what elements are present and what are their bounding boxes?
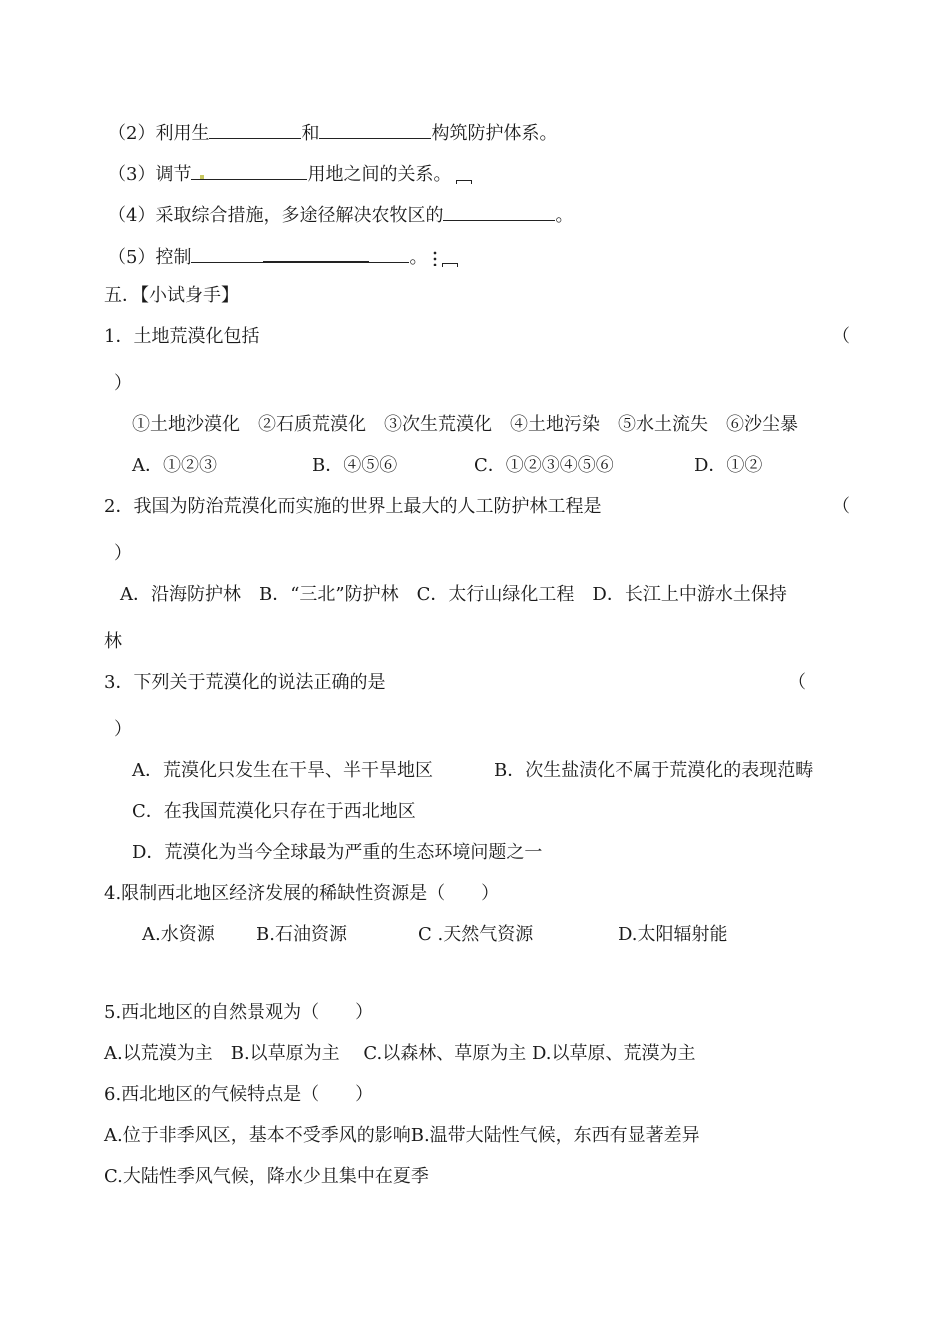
table-mark-icon xyxy=(441,249,459,267)
answer-paren-close: ） xyxy=(114,373,132,394)
fill-item-5 xyxy=(108,243,459,270)
fill-text: 和 xyxy=(301,123,320,144)
fill-text: 构筑防护体系。 xyxy=(431,123,558,144)
section-heading: 五．【小试身手】 xyxy=(104,285,239,306)
answer-paren-close: ） xyxy=(114,543,132,564)
blank-line xyxy=(319,120,431,139)
option-b: B．次生盐渍化不属于荒漠化的表现范畴 xyxy=(494,760,814,781)
question-5-options: A.以荒漠为主 B.以草原为主 C.以森林、草原为主 D.以草原、荒漠为主 xyxy=(104,1043,696,1064)
option-c: C．在我国荒漠化只存在于西北地区 xyxy=(132,801,416,822)
fill-text: 途径解决农牧区的 xyxy=(299,205,444,226)
fill-text: 。 xyxy=(555,205,574,226)
fill-item-2 xyxy=(108,120,557,146)
option-c: C.大陆性季风气候，降水少且集中在夏季 xyxy=(104,1166,429,1187)
question-6-stem: 6.西北地区的气候特点是（ ） xyxy=(104,1084,374,1105)
question-2-stem: 2．我国为防治荒漠化而实施的世界上最大的人工防护林工程是 xyxy=(104,496,602,517)
fill-text: （4）采取综合措施，多 xyxy=(108,205,300,226)
option-c: C .天然气资源 xyxy=(418,924,534,945)
question-2-options: A．沿海防护林 B．“三北”防护林 C．太行山绿化工程 D．长江上中游水土保持 xyxy=(120,584,787,605)
fill-item-3 xyxy=(108,161,473,187)
option-c: C．①②③④⑤⑥ xyxy=(474,455,614,476)
question-4-stem: 4.限制西北地区经济发展的稀缺性资源是（ ） xyxy=(104,883,500,904)
question-3-stem: 3．下列关于荒漠化的说法正确的是 xyxy=(104,672,386,693)
answer-paren-open: （ xyxy=(832,326,850,347)
fill-item-4 xyxy=(108,202,573,228)
option-a: A．①②③ xyxy=(132,455,217,476)
option-a: A.位于非季风区，基本不受季风的影响 xyxy=(104,1125,411,1146)
vertical-dots-icon xyxy=(433,250,437,266)
fill-text: （3）调节 xyxy=(108,164,192,185)
blank-line xyxy=(191,161,307,180)
fill-text: 用地之间的关系。 xyxy=(307,164,452,185)
blank-line xyxy=(263,243,369,263)
question-2-options-wrap: 林 xyxy=(104,631,122,652)
blank-line xyxy=(191,244,263,263)
answer-paren-open: （ xyxy=(832,496,850,517)
option-d: D.太阳辐射能 xyxy=(618,924,728,945)
blank-line xyxy=(369,244,409,263)
question-1-items: ①土地沙漠化 ②石质荒漠化 ③次生荒漠化 ④土地污染 ⑤水土流失 ⑥沙尘暴 xyxy=(132,414,798,435)
fill-text: （2）利用生 xyxy=(108,123,210,144)
option-b: B.温带大陆性气候，东西有显著差异 xyxy=(410,1125,700,1146)
fill-text: （5）控制 xyxy=(108,247,192,268)
stray-dot xyxy=(200,175,204,179)
option-b: B.石油资源 xyxy=(256,924,347,945)
fill-text: 。 xyxy=(409,247,428,268)
table-mark-icon xyxy=(455,166,473,184)
option-a: A.水资源 xyxy=(142,924,215,945)
option-d: D．荒漠化为当今全球最为严重的生态环境问题之一 xyxy=(132,842,543,863)
question-1-stem: 1．土地荒漠化包括 xyxy=(104,326,260,347)
question-5-stem: 5.西北地区的自然景观为（ ） xyxy=(104,1002,374,1023)
option-a: A．荒漠化只发生在干旱、半干旱地区 xyxy=(132,760,433,781)
blank-line xyxy=(209,120,301,139)
answer-paren-open: （ xyxy=(788,672,806,693)
option-b: B．④⑤⑥ xyxy=(312,455,398,476)
question-6-options xyxy=(104,1124,700,1148)
answer-paren-close: ） xyxy=(114,719,132,740)
option-d: D．①② xyxy=(694,455,763,476)
blank-line xyxy=(443,202,555,221)
